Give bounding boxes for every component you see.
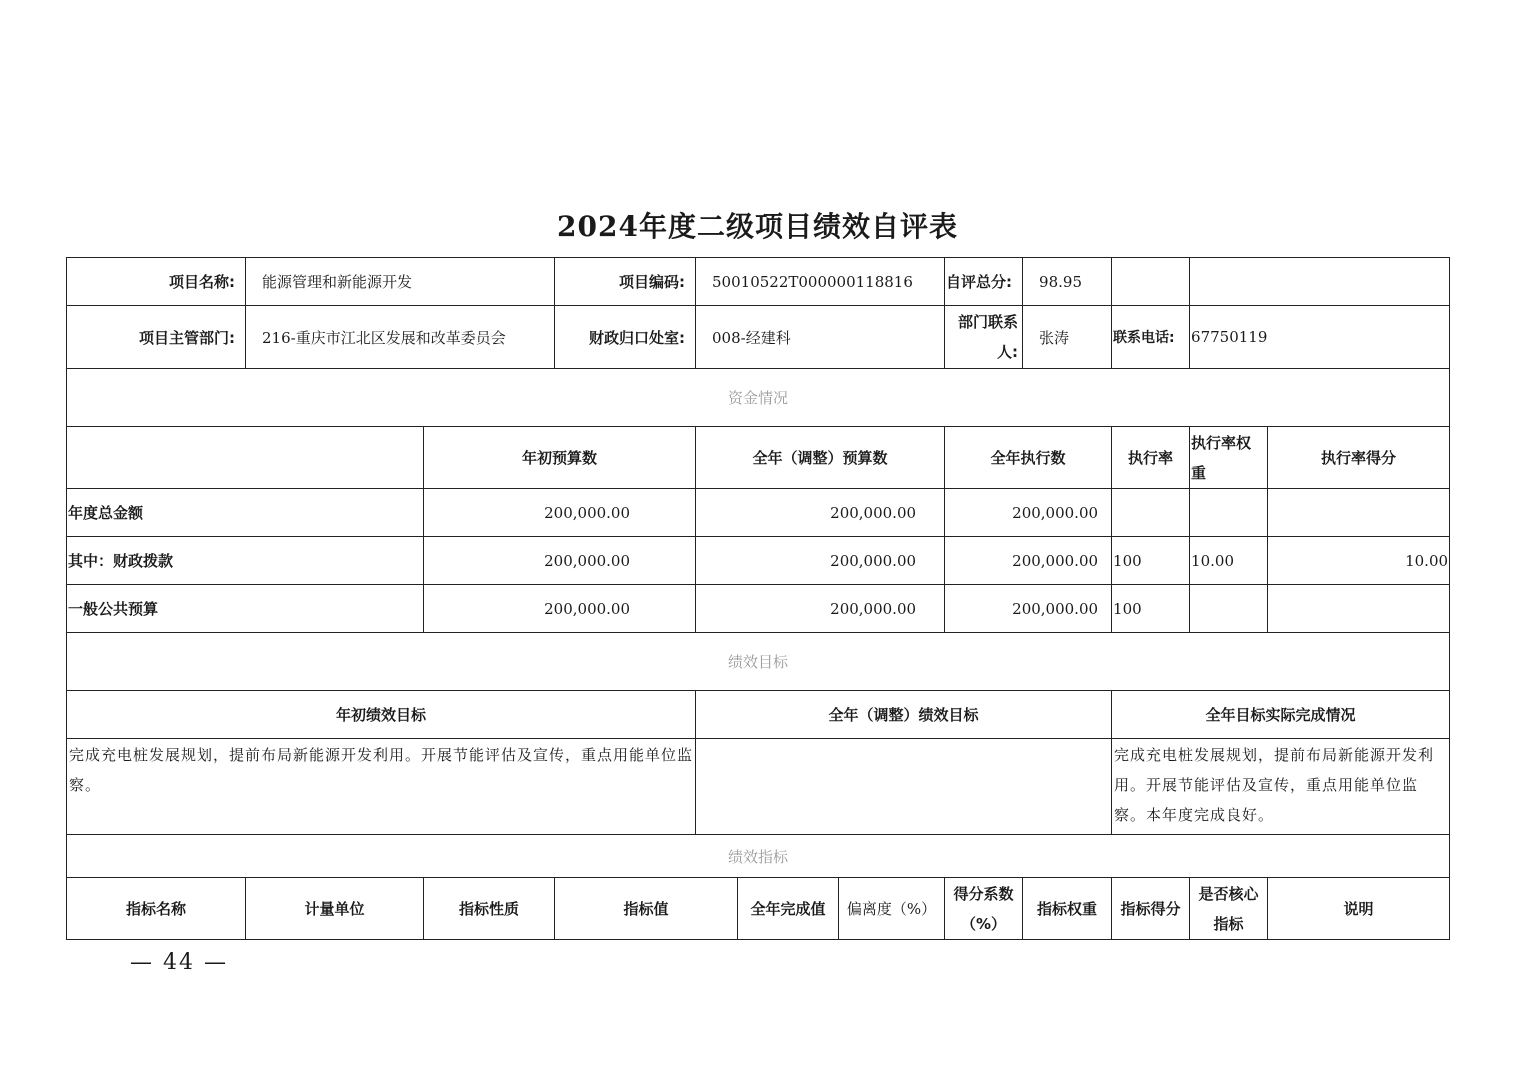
funds-header-rate: 执行率 [1112,427,1190,489]
funds-header-weight: 执行率权重 [1190,427,1268,489]
funds-weight-value: 10.00 [1190,537,1268,585]
indicator-header-nature: 指标性质 [424,878,555,940]
funds-header-initial: 年初预算数 [424,427,696,489]
goals-section-title: 绩效目标 [67,633,1450,691]
goals-header-actual: 全年目标实际完成情况 [1112,691,1450,739]
phone-label: 联系电话: [1112,306,1190,369]
funds-row [67,585,1450,633]
goals-initial-text: 完成充电桩发展规划，提前布局新能源开发利用。开展节能评估及宣传，重点用能单位监察。 [67,739,696,835]
goals-header-adjusted: 全年（调整）绩效目标 [696,691,1112,739]
evaluation-table [66,257,1450,940]
funds-weight-value [1190,489,1268,537]
indicator-header-weight: 指标权重 [1023,878,1112,940]
funds-row-label: 其中：财政拨款 [67,537,424,585]
goals-content-row [67,739,1450,835]
funds-header-row [67,427,1450,489]
funds-score-value [1268,585,1450,633]
project-code-label: 项目编码: [555,258,696,306]
funds-header-score: 执行率得分 [1268,427,1450,489]
funds-row-label: 一般公共预算 [67,585,424,633]
funds-initial-value: 200,000.00 [424,489,696,537]
funds-adjusted-value: 200,000.00 [696,489,945,537]
project-code-value: 50010522T000000118816 [696,258,945,306]
finance-office-value: 008-经建科 [696,306,945,369]
indicator-header-name: 指标名称 [67,878,246,940]
funds-rate-value: 100 [1112,585,1190,633]
project-name-label: 项目名称: [67,258,246,306]
indicator-header-coefficient: 得分系数（%） [945,878,1023,940]
indicator-header-deviation: 偏离度（%） [839,878,945,940]
goals-actual-text: 完成充电桩发展规划，提前布局新能源开发利用。开展节能评估及宣传，重点用能单位监察。本年度完成良好。 [1112,739,1450,835]
finance-office-label: 财政归口处室: [555,306,696,369]
funds-initial-value: 200,000.00 [424,585,696,633]
funds-executed-value: 200,000.00 [945,537,1112,585]
phone-value: 67750119 [1190,306,1450,369]
self-score-label: 自评总分: [945,258,1023,306]
funds-header-executed: 全年执行数 [945,427,1112,489]
indicator-header-core: 是否核心指标 [1190,878,1268,940]
department-value: 216-重庆市江北区发展和改革委员会 [246,306,555,369]
department-label: 项目主管部门: [67,306,246,369]
funds-weight-value [1190,585,1268,633]
page-number: — 44 — [130,950,228,975]
goals-header-initial: 年初绩效目标 [67,691,696,739]
funds-section-title: 资金情况 [67,369,1450,427]
indicator-header-note: 说明 [1268,878,1450,940]
funds-rate-value [1112,489,1190,537]
project-name-value: 能源管理和新能源开发 [246,258,555,306]
self-score-value: 98.95 [1023,258,1112,306]
indicator-header-score: 指标得分 [1112,878,1190,940]
indicators-section-title: 绩效指标 [67,835,1450,878]
goals-header-row [67,691,1450,739]
indicators-header-row [67,878,1450,940]
empty-cell [67,427,424,489]
funds-rate-value: 100 [1112,537,1190,585]
funds-initial-value: 200,000.00 [424,537,696,585]
funds-executed-value: 200,000.00 [945,585,1112,633]
funds-row-label: 年度总金额 [67,489,424,537]
funds-adjusted-value: 200,000.00 [696,585,945,633]
funds-score-value [1268,489,1450,537]
empty-cell [1190,258,1450,306]
project-info-row [67,258,1450,306]
funds-row [67,537,1450,585]
funds-adjusted-value: 200,000.00 [696,537,945,585]
funds-executed-value: 200,000.00 [945,489,1112,537]
funds-header-adjusted: 全年（调整）预算数 [696,427,945,489]
funds-row [67,489,1450,537]
page-title: 2024年度二级项目绩效自评表 [557,210,958,243]
indicator-header-value: 指标值 [555,878,738,940]
funds-score-value: 10.00 [1268,537,1450,585]
contact-value: 张涛 [1023,306,1112,369]
department-info-row [67,306,1450,369]
indicator-header-completed: 全年完成值 [738,878,839,940]
contact-label: 部门联系人: [945,306,1023,369]
empty-cell [1112,258,1190,306]
goals-adjusted-text [696,739,1112,835]
indicator-header-unit: 计量单位 [246,878,424,940]
